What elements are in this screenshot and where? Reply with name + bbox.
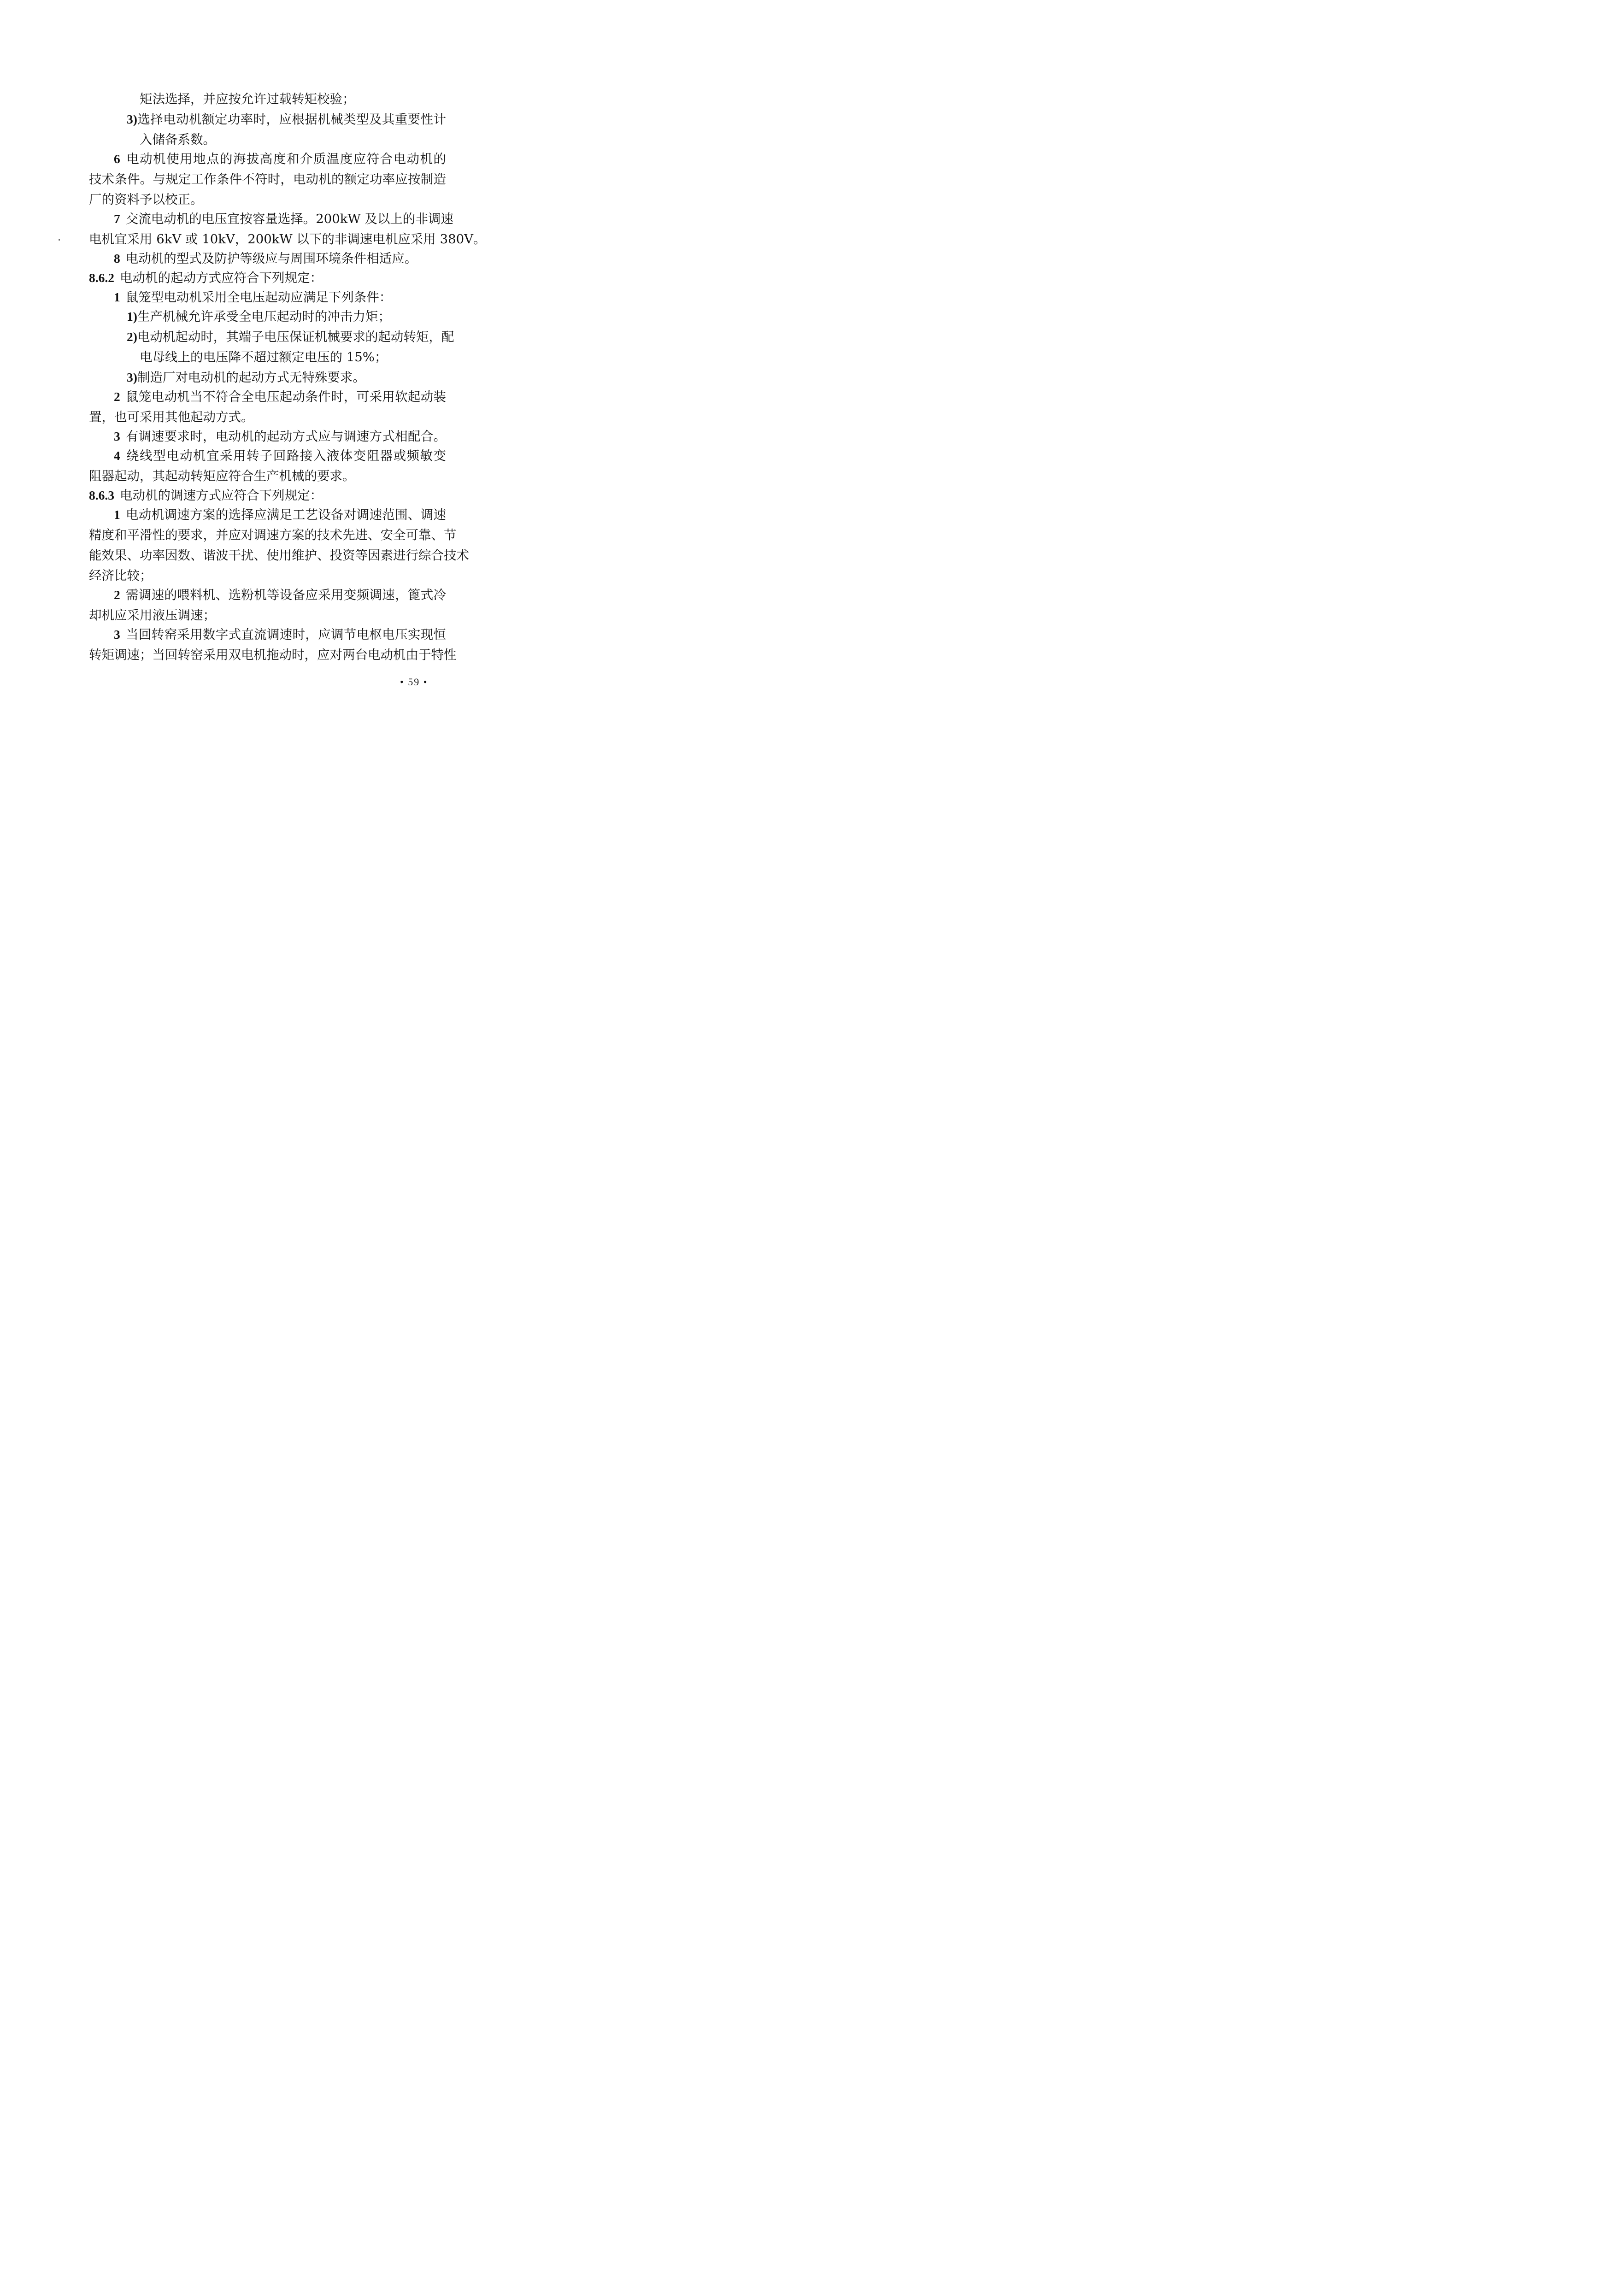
line-text: 转矩调速；当回转窑采用双电机拖动时，应对两台电动机由于特性 xyxy=(89,648,457,662)
text-line xyxy=(89,525,457,545)
line-text: 技术条件。与规定工作条件不符时，电动机的额定功率应按制造 xyxy=(89,172,446,187)
clause-number: 1 xyxy=(114,507,120,522)
line-text: 当回转窑采用数字式直流调速时，应调节电枢电压实现恒 xyxy=(125,627,446,642)
text-line xyxy=(114,209,453,229)
clause-number: 7 xyxy=(114,212,120,226)
text-line xyxy=(114,426,446,447)
line-text: 鼠笼电动机当不符合全电压起动条件时，可采用软起动装 xyxy=(125,389,446,404)
line-text: 鼠笼型电动机采用全电压起动应满足下列条件： xyxy=(125,290,392,305)
line-text: 却机应采用液压调速； xyxy=(89,608,216,623)
text-line xyxy=(114,446,446,466)
line-text: 入储备系数。 xyxy=(140,132,216,147)
text-line xyxy=(140,347,446,367)
line-text: 阻器起动，其起动转矩应符合生产机械的要求。 xyxy=(89,469,355,483)
clause-number: 3 xyxy=(114,627,120,642)
clause-number: 8.6.2 xyxy=(89,271,114,285)
text-line xyxy=(127,109,446,130)
clause-number: 2) xyxy=(127,330,137,344)
line-text: 电动机起动时，其端子电压保证机械要求的起动转矩，配 xyxy=(137,330,454,344)
text-line xyxy=(89,645,457,665)
text-line xyxy=(89,268,446,288)
line-text: 经济比较； xyxy=(89,568,153,583)
text-line xyxy=(89,605,446,625)
text-line xyxy=(127,327,454,347)
text-line xyxy=(140,89,446,109)
text-line xyxy=(114,287,446,307)
line-text: 电动机的起动方式应符合下列规定： xyxy=(120,271,323,285)
text-line xyxy=(114,387,446,407)
text-line xyxy=(140,130,446,150)
line-text: 矩法选择，并应按允许过载转矩校验； xyxy=(140,92,355,106)
text-line xyxy=(114,585,446,605)
clause-number: 3 xyxy=(114,429,120,443)
scan-speck xyxy=(59,239,60,241)
text-line xyxy=(89,565,446,586)
text-line xyxy=(114,248,446,269)
clause-number: 8 xyxy=(114,251,120,265)
line-text: 选择电动机额定功率时，应根据机械类型及其重要性计 xyxy=(137,112,446,127)
clause-number: 2 xyxy=(114,588,120,602)
line-text: 电动机调速方案的选择应满足工艺设备对调速范围、调速 xyxy=(125,507,446,522)
line-text: 电动机使用地点的海拔高度和介质温度应符合电动机的 xyxy=(125,152,446,166)
text-line xyxy=(114,505,446,525)
line-text: 能效果、功率因数、谐波干扰、使用维护、投资等因素进行综合技术 xyxy=(89,548,469,563)
clause-number: 1) xyxy=(127,309,137,324)
line-text: 有调速要求时，电动机的起动方式应与调速方式相配合。 xyxy=(125,429,446,444)
text-line xyxy=(89,466,446,486)
line-text: 电动机的型式及防护等级应与周围环境条件相适应。 xyxy=(125,251,418,266)
line-text: 生产机械允许承受全电压起动时的冲击力矩； xyxy=(137,309,391,324)
text-line xyxy=(89,169,446,189)
line-text: 精度和平滑性的要求，并应对调速方案的技术先进、安全可靠、节 xyxy=(89,528,457,542)
line-text: 制造厂对电动机的起动方式无特殊要求。 xyxy=(137,370,365,385)
text-line xyxy=(127,367,446,388)
clause-number: 4 xyxy=(114,448,120,463)
clause-number: 3) xyxy=(127,370,137,384)
text-line xyxy=(89,407,446,427)
text-line xyxy=(89,545,469,565)
text-line xyxy=(127,306,446,327)
text-line xyxy=(89,189,446,210)
page-number: • 59 • xyxy=(400,676,428,688)
line-text: 置，也可采用其他起动方式。 xyxy=(89,410,254,424)
clause-number: 8.6.3 xyxy=(89,488,114,502)
clause-number: 1 xyxy=(114,290,120,304)
clause-number: 3) xyxy=(127,112,137,126)
line-text: 电机宜采用 6kV 或 10kV，200kW 以下的非调速电机应采用 380V。 xyxy=(89,232,486,247)
line-text: 电动机的调速方式应符合下列规定： xyxy=(120,488,323,503)
text-line xyxy=(114,624,446,645)
clause-number: 6 xyxy=(114,152,120,166)
text-line xyxy=(89,229,486,249)
text-line xyxy=(89,485,446,506)
line-text: 电母线上的电压降不超过额定电压的 15%； xyxy=(140,350,388,365)
line-text: 绕线型电动机宜采用转子回路接入液体变阻器或频敏变 xyxy=(125,448,446,463)
line-text: 厂的资料予以校正。 xyxy=(89,192,203,207)
text-line xyxy=(114,149,446,169)
clause-number: 2 xyxy=(114,389,120,404)
line-text: 交流电动机的电压宜按容量选择。200kW 及以上的非调速 xyxy=(125,212,453,226)
line-text: 需调速的喂料机、选粉机等设备应采用变频调速，篦式冷 xyxy=(125,588,446,602)
